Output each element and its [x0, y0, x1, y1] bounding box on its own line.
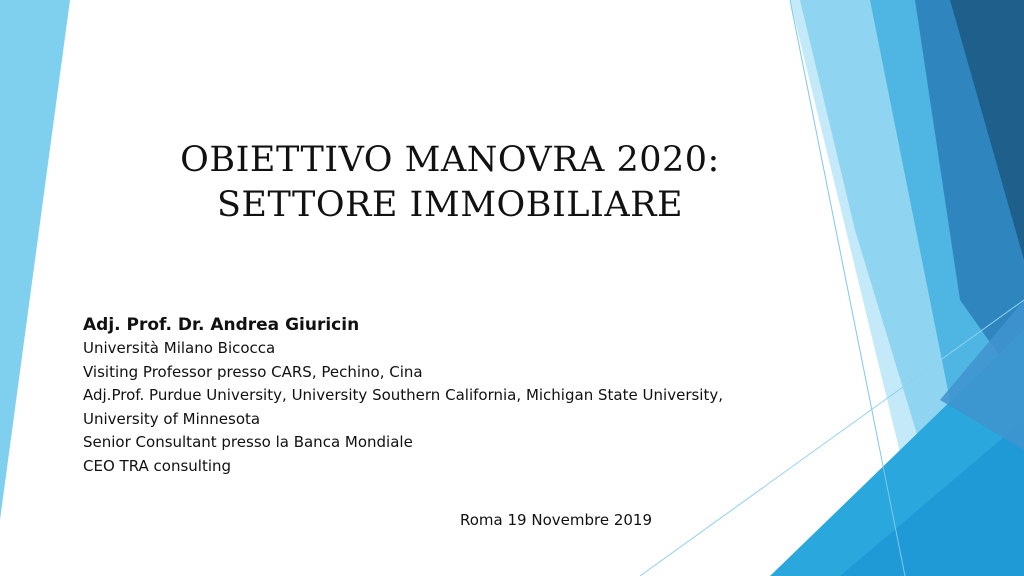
affiliation-line: CEO TRA consulting [83, 456, 232, 475]
presentation-date: Roma 19 Novembre 2019 [460, 511, 652, 529]
title-line: OBIETTIVO MANOVRA 2020: [180, 140, 720, 180]
affiliation-line: Università Milano Bicocca [83, 339, 276, 357]
affiliation-line: Visiting Professor presso CARS, Pechino, Cina [83, 362, 423, 381]
title-line: SETTORE IMMOBILIARE [216, 185, 684, 225]
affiliation-line: Adj.Prof. Purdue University, University Southern California, Michigan State University, University of Minnesota [83, 386, 723, 428]
author-name: Adj. Prof. Dr. Andrea Giuricin [83, 315, 360, 335]
author-block [83, 313, 723, 478]
left-light-blue-shape [0, 0, 70, 520]
slide-title [130, 138, 770, 228]
affiliation-line: Senior Consultant presso la Banca Mondiale [83, 433, 413, 451]
